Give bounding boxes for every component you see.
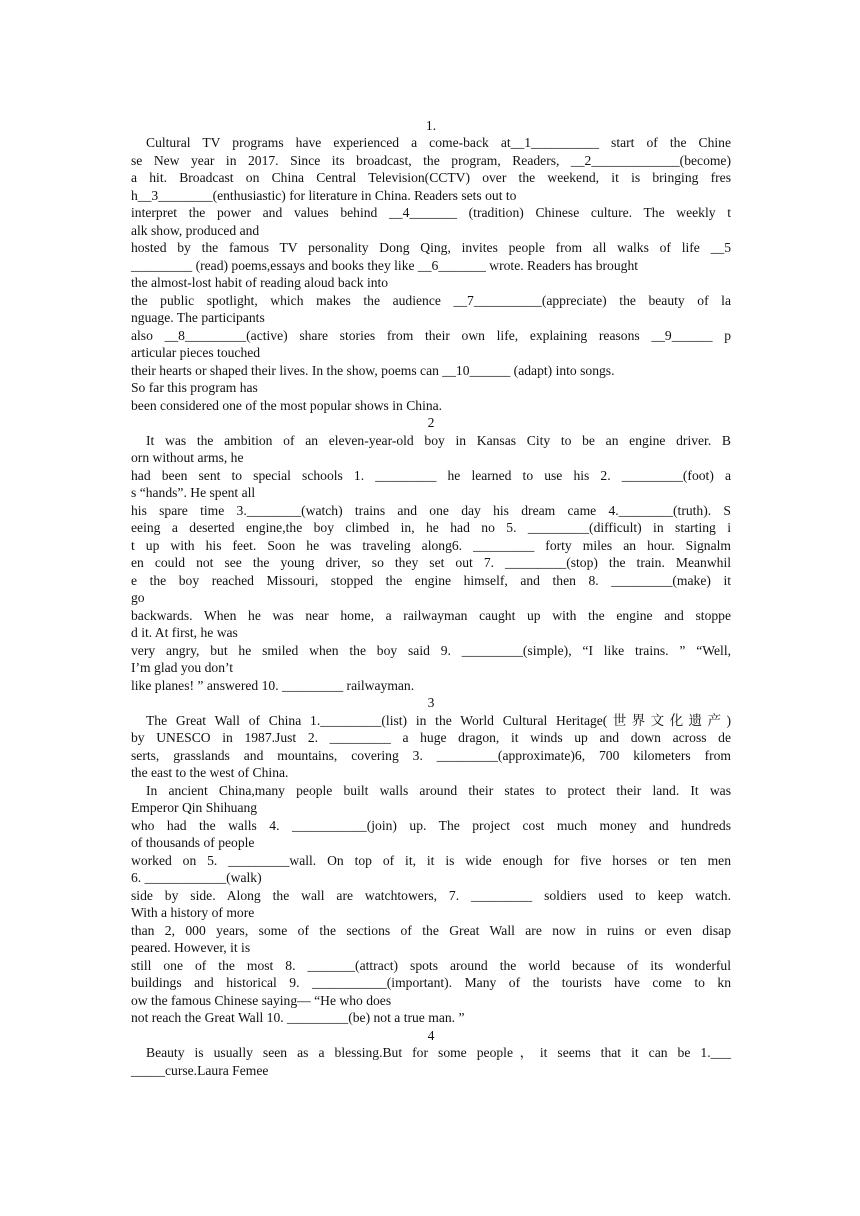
text-line: h__3________(enthusiastic) for literature in China. Readers sets out to (131, 188, 517, 203)
text-line: very angry, but he smiled when the boy said 9. _________(simple), “I like trains. ” “Well, (131, 643, 731, 658)
passage-number: 3 (427, 695, 435, 710)
text-line: Cultural TV programs have experienced a come-back at__1__________ start of the Chine (146, 135, 731, 150)
passage-number: 4 (427, 1028, 435, 1043)
text-line: go (131, 590, 145, 605)
text-line: _________ (read) poems,essays and books they like __6_______ wrote. Readers has brought (131, 258, 639, 273)
text-line: than 2, 000 years, some of the sections of the Great Wall are now in ruins or even disap (131, 923, 731, 938)
text-line: orn without arms, he (131, 450, 244, 465)
text-line: been considered one of the most popular shows in China. (131, 398, 443, 413)
text-line: s “hands”. He spent all (131, 485, 256, 500)
text-line: still one of the most 8. _______(attract) spots around the world because of its wonderful (131, 958, 731, 973)
text-line: Beauty is usually seen as a blessing.But for some people，it seems that it can be 1.___ (146, 1045, 731, 1060)
text-line: t up with his feet. Soon he was traveling along6. _________ forty miles an hour. Signalm (131, 538, 731, 553)
text-line: their hearts or shaped their lives. In the show, poems can __10______ (adapt) into songs. (131, 363, 615, 378)
text-line: ow the famous Chinese saying— “He who does (131, 993, 392, 1008)
text-line: peared. However, it is (131, 940, 251, 955)
text-line: the public spotlight, which makes the audience __7__________(appreciate) the beauty of la (131, 293, 731, 308)
text-line: eeing a deserted engine,the boy climbed in, he had no 5. _________(difficult) in starting i (131, 520, 731, 535)
text-line: se New year in 2017. Since its broadcast, the program, Readers, __2_____________(become) (131, 153, 731, 168)
text-line: serts, grasslands and mountains, covering 3. _________(approximate)6, 700 kilometers from (131, 748, 731, 763)
text-line: by UNESCO in 1987.Just 2. _________ a huge dragon, it winds up and down across de (131, 730, 731, 745)
text-line: also __8_________(active) share stories from their own life, explaining reasons __9______ p (131, 328, 731, 343)
text-line: en could not see the young driver, so they set out 7. _________(stop) the train. Meanwhil (131, 555, 731, 570)
text-line: hosted by the famous TV personality Dong Qing, invites people from all walks of life __5 (131, 240, 731, 255)
text-line: articular pieces touched (131, 345, 261, 360)
passage-number: 2 (427, 415, 435, 430)
text-line: d it. At first, he was (131, 625, 238, 640)
text-line: With a history of more (131, 905, 255, 920)
text-line: So far this program has (131, 380, 258, 395)
text-line: who had the walls 4. ___________(join) up. The project cost much money and hundreds (131, 818, 731, 833)
text-line: interpret the power and values behind __4_______ (tradition) Chinese culture. The weekly t (131, 205, 731, 220)
text-line: In ancient China,many people built walls around their states to protect their land. It was (146, 783, 731, 798)
text-line: the east to the west of China. (131, 765, 289, 780)
text-line: 6. ____________(walk) (131, 870, 262, 885)
text-line: a hit. Broadcast on China Central Television(CCTV) over the weekend, it is bringing fres (131, 170, 731, 185)
text-line: had been sent to special schools 1. _________ he learned to use his 2. _________(foot) a (131, 468, 731, 483)
text-line: Emperor Qin Shihuang (131, 800, 258, 815)
text-line: worked on 5. _________wall. On top of it, it is wide enough for five horses or ten men (131, 853, 731, 868)
passage-number: 1. (425, 118, 437, 133)
text-line: alk show, produced and (131, 223, 260, 238)
text-line: side by side. Along the wall are watchtowers, 7. _________ soldiers used to keep watch. (131, 888, 731, 903)
text-line: his spare time 3.________(watch) trains and one day his dream came 4.________(truth). S (131, 503, 731, 518)
text-line: nguage. The participants (131, 310, 265, 325)
text-line: The Great Wall of China 1._________(list) in the World Cultural Heritage(世界文化遗产) (146, 713, 731, 728)
text-line: buildings and historical 9. ___________(important). Many of the tourists have come to kn (131, 975, 731, 990)
text-line: backwards. When he was near home, a railwayman caught up with the engine and stoppe (131, 608, 731, 623)
text-line: not reach the Great Wall 10. _________(be) not a true man. ” (131, 1010, 465, 1025)
text-line: of thousands of people (131, 835, 255, 850)
text-line: _____curse.Laura Femee (131, 1063, 269, 1078)
text-line: the almost-lost habit of reading aloud back into (131, 275, 389, 290)
text-line: e the boy reached Missouri, stopped the engine himself, and then 8. _________(make) it (131, 573, 731, 588)
text-line: like planes! ” answered 10. _________ railwayman. (131, 678, 415, 693)
text-line: It was the ambition of an eleven-year-old boy in Kansas City to be an engine driver. B (146, 433, 731, 448)
text-line: I’m glad you don’t (131, 660, 234, 675)
